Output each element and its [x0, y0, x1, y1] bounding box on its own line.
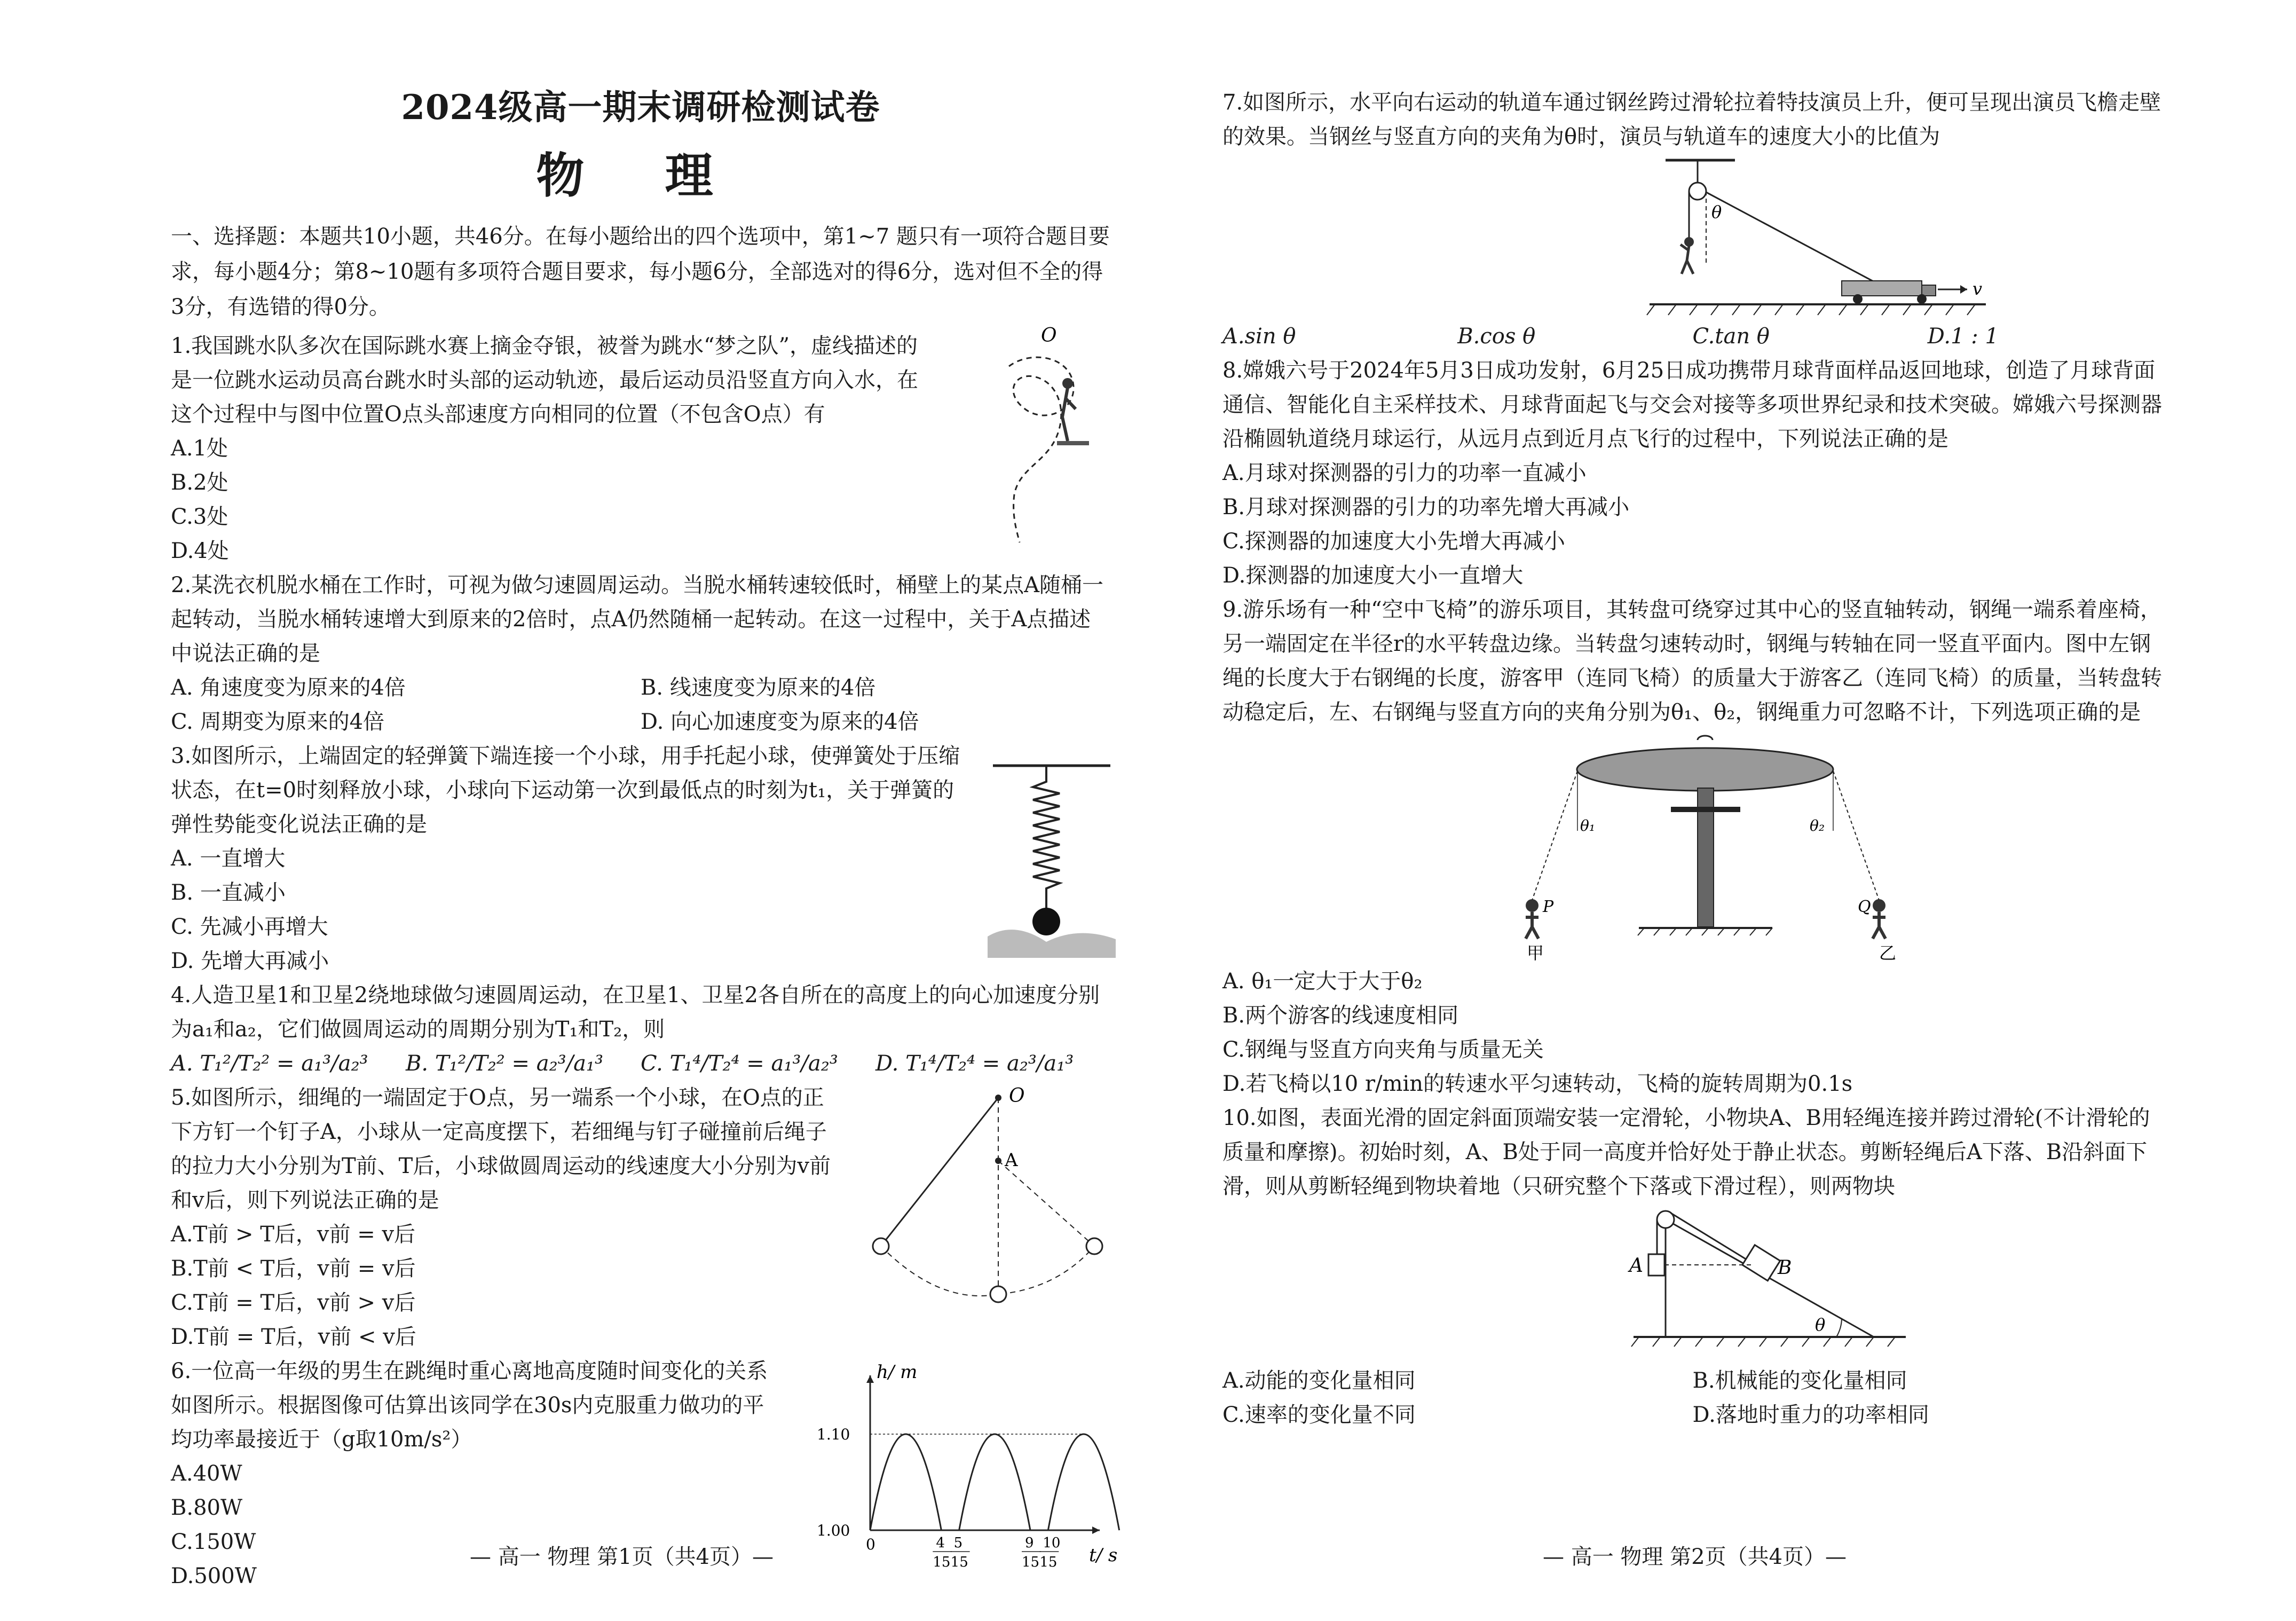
- option-b[interactable]: B.T前 < T后，v前 = v后: [171, 1256, 416, 1281]
- right-page: [1148, 0, 2296, 1621]
- option-d[interactable]: D.1 : 1: [1927, 324, 1999, 349]
- option-d[interactable]: D. 向心加速度变为原来的4倍: [641, 710, 919, 734]
- diver-trajectory-figure: [988, 324, 1126, 548]
- y-tick-label: 1.10: [817, 1426, 850, 1443]
- question-stem: 4.人造卫星1和卫星2绕地球做匀速圆周运动，在卫星1、卫星2各自所在的高度上的向心加速度分别为a₁和a₂，它们做圆周运动的周期分别为T₁和T₂，则: [171, 983, 1100, 1042]
- question-stem: 7.如图所示，水平向右运动的轨道车通过钢丝跨过滑轮拉着特技演员上升，便可呈现出演员飞檐走壁的效果。当钢丝与竖直方向的夹角为θ时，演员与轨道车的速度大小的比值为: [1222, 90, 2161, 149]
- option-a[interactable]: A.动能的变化量相同: [1222, 1368, 1416, 1393]
- option-d[interactable]: D.T前 = T后，v前 < v后: [171, 1325, 416, 1349]
- block-a-label: A: [1629, 1255, 1643, 1277]
- ball-bottom: [990, 1286, 1006, 1302]
- option-list: [171, 1217, 843, 1354]
- x-tick-denominator: 15: [1039, 1554, 1058, 1570]
- height-time-chart: [811, 1354, 1118, 1570]
- pulley-truck-figure: [1618, 154, 1991, 319]
- option-list: [1222, 319, 2163, 353]
- rope-line: [881, 1098, 998, 1246]
- option-d[interactable]: D. 先增大再减小: [171, 949, 329, 973]
- question-9: [1222, 593, 2163, 1101]
- rotation-arrow-icon: [1698, 736, 1713, 740]
- x-tick-denominator: 15: [933, 1554, 951, 1570]
- question-stem: 8.嫦娥六号于2024年5月3日成功发射，6月25日成功携带月球背面样品返回地球，创造了月球背面通信、智能化自主采样技术、月球背面起飞与交会对接等多项世界纪录和技术突破。嫦娥六号探测器沿椭圆轨道绕月球运行，从远月点到近月点飞行的过程中，下列说法正确的是: [1222, 358, 2162, 451]
- option-list: [1222, 456, 2163, 593]
- truck-body: [1842, 281, 1922, 296]
- option-c[interactable]: C.探测器的加速度大小先增大再减小: [1222, 529, 1565, 554]
- ground-hatch: [1638, 928, 1772, 935]
- rider-yi-icon: [1873, 899, 1885, 939]
- option-b[interactable]: B.80W: [171, 1496, 243, 1520]
- question-stem: 6.一位高一年级的男生在跳绳时重心离地高度随时间变化的关系如图所示。根据图像可估算出该同学在30s内克服重力做功的平均功率最接近于（g取10m/s²）: [171, 1359, 768, 1452]
- spring-icon: [1033, 766, 1060, 910]
- wheel-icon: [1853, 294, 1863, 304]
- incline-figure: [1618, 1203, 1916, 1364]
- point-p-label: P: [1543, 898, 1554, 916]
- option-b[interactable]: B.2处: [171, 470, 228, 495]
- y-axis-label: h/ m: [877, 1362, 918, 1383]
- theta1-label: θ₁: [1580, 817, 1596, 835]
- x-axis-label: t/ s: [1089, 1545, 1118, 1566]
- theta2-label: θ₂: [1810, 817, 1825, 835]
- question-stem: 9.游乐场有一种“空中飞椅”的游乐项目，其转盘可绕穿过其中心的竖直轴转动，钢绳一端系着座椅，另一端固定在半径r的水平转盘边缘。当转盘匀速转动时，钢绳与转轴在同一竖直平面内。图中左钢绳的长度大于右钢绳的长度，游客甲（连同飞椅）的质量大于游客乙（连同飞椅）的质量，当转盘转动稳定后，左、右钢绳与竖直方向的夹角分别为θ₁、θ₂，钢绳重力可忽略不计，下列选项正确的是: [1222, 597, 2162, 725]
- option-a[interactable]: A.sin θ: [1222, 324, 1296, 349]
- question-2: [171, 568, 1110, 739]
- label-yi: 乙: [1879, 943, 1897, 963]
- x-tick-numerator: 4: [936, 1535, 945, 1551]
- option-d[interactable]: D.若飞椅以10 r/min的转速水平匀速转动，飞椅的旋转周期为0.1s: [1222, 1072, 1853, 1096]
- spring-ball-figure: [982, 760, 1121, 958]
- option-d[interactable]: D.500W: [171, 1564, 257, 1588]
- option-c[interactable]: C.T前 = T后，v前 > v后: [171, 1290, 416, 1315]
- option-list: [171, 671, 1110, 739]
- velocity-label: v: [1972, 279, 1983, 299]
- ball-right: [1086, 1238, 1102, 1254]
- ground-hatch: [1631, 1337, 1895, 1347]
- ball-icon: [1032, 908, 1060, 935]
- question-3: [171, 739, 1110, 978]
- x-tick-denominator: 15: [1022, 1554, 1040, 1570]
- block-b: [1742, 1245, 1780, 1281]
- question-7: [1222, 85, 2163, 353]
- option-c[interactable]: C.速率的变化量不同: [1222, 1403, 1416, 1427]
- question-stem: 5.如图所示，细绳的一端固定于O点，另一端系一个小球，在O点的正下方钉一个钉子A，小球从一定高度摆下，若细绳与钉子碰撞前后绳子的拉力大小分别为T前、T后，小球做圆周运动的线速度大小分别为v前和v后，则下列说法正确的是: [171, 1085, 831, 1213]
- question-stem: 1.我国跳水队多次在国际跳水赛上摘金夺银，被誉为跳水“梦之队”，虚线描述的是一位跳水运动员高台跳水时头部的运动轨迹，最后运动员沿竖直方向入水，在这个过程中与图中位置O点头部速度方向相同的位置（不包含O点）有: [171, 334, 918, 427]
- option-b[interactable]: B.机械能的变化量相同: [1692, 1368, 1907, 1393]
- question-4: [171, 978, 1110, 1081]
- option-d[interactable]: D. T₁⁴/T₂⁴ = a₂³/a₁³: [875, 1051, 1074, 1076]
- option-b[interactable]: B. 一直减小: [171, 880, 286, 905]
- y-tick-label: 1.00: [817, 1522, 850, 1539]
- x-tick-numerator: 5: [953, 1535, 963, 1551]
- label-jia: 甲: [1527, 943, 1544, 963]
- option-list: [171, 1046, 1110, 1081]
- option-c[interactable]: C. 先减小再增大: [171, 915, 328, 939]
- option-a[interactable]: A.1处: [171, 436, 228, 461]
- point-a-label: A: [1005, 1150, 1018, 1171]
- question-10: [1222, 1101, 2163, 1432]
- option-list: [171, 431, 934, 568]
- left-rope: [1532, 771, 1577, 900]
- point-q-label: Q: [1858, 898, 1871, 916]
- x-tick-numerator: 9: [1025, 1535, 1034, 1551]
- option-b[interactable]: B.cos θ: [1457, 324, 1536, 349]
- question-stem: 3.如图所示，上端固定的轻弹簧下端连接一个小球，用手托起小球，使弹簧处于压缩状态，在t=0时刻释放小球，小球向下运动第一次到最低点的时刻为t₁，关于弹簧的弹性势能变化说法正确的是: [171, 744, 960, 837]
- exam-title: 2024级高一期末调研检测试卷: [401, 88, 880, 128]
- option-a[interactable]: A. 一直增大: [171, 846, 286, 871]
- pendulum-figure: [859, 1086, 1116, 1310]
- x-axis-arrow: [1092, 1526, 1100, 1534]
- arrow-head-icon: [1960, 285, 1967, 294]
- diver-icon: [1057, 378, 1089, 445]
- option-a[interactable]: A.T前 > T后，v前 = v后: [171, 1222, 416, 1247]
- option-b[interactable]: B.两个游客的线速度相同: [1222, 1003, 1459, 1028]
- option-c[interactable]: C.3处: [171, 505, 228, 529]
- option-c[interactable]: C.钢绳与竖直方向夹角与质量无关: [1222, 1037, 1544, 1062]
- rope-b: [1671, 1213, 1751, 1262]
- option-a[interactable]: A. θ₁一定大于大于θ₂: [1222, 969, 1423, 994]
- y-axis-arrow: [866, 1375, 874, 1383]
- exam-subject: 物 理: [536, 147, 745, 204]
- option-b[interactable]: B.月球对探测器的引力的功率先增大再减小: [1222, 495, 1630, 520]
- question-8: [1222, 353, 2163, 593]
- option-a[interactable]: A. 角速度变为原来的4倍: [171, 675, 406, 700]
- option-c[interactable]: C.tan θ: [1692, 324, 1770, 349]
- wheel-icon: [1917, 294, 1927, 304]
- block-b-label: B: [1778, 1257, 1792, 1279]
- point-o-label: O: [1009, 1085, 1025, 1107]
- ball-left: [873, 1238, 889, 1254]
- question-5: [171, 1081, 1110, 1354]
- page-footer: — 高一 物理 第2页（共4页）—: [1543, 1545, 1847, 1569]
- series-arch: [1048, 1434, 1119, 1530]
- option-a[interactable]: A.月球对探测器的引力的功率一直减小: [1222, 461, 1587, 485]
- right-rope: [1833, 771, 1879, 900]
- option-b[interactable]: B. T₁²/T₂² = a₂³/a₁³: [406, 1051, 604, 1076]
- flying-chair-figure: [1511, 729, 1916, 964]
- option-list: [171, 1457, 779, 1593]
- series-arch: [870, 1434, 941, 1530]
- truck-cab: [1922, 285, 1936, 296]
- question-stem: 10.如图，表面光滑的固定斜面顶端安装一定滑轮，小物块A、B用轻绳连接并跨过滑轮(不计滑轮的质量和摩擦)。初始时刻，A、B处于同一高度并恰好处于静止状态。剪断轻绳后A下落、B沿斜面下滑，则从剪断轻绳到物块着地（只研究整个下落或下滑过程），则两物块: [1222, 1106, 2150, 1199]
- arc-path: [881, 1246, 1094, 1296]
- option-c[interactable]: C. T₁⁴/T₂⁴ = a₁³/a₂³: [641, 1051, 838, 1076]
- wire-to-truck: [1706, 192, 1884, 287]
- block-a: [1648, 1254, 1664, 1276]
- option-c[interactable]: C. 周期变为原来的4倍: [171, 710, 385, 734]
- option-b[interactable]: B. 线速度变为原来的4倍: [641, 675, 876, 700]
- option-d[interactable]: D.落地时重力的功率相同: [1692, 1403, 1929, 1427]
- series-arch: [959, 1434, 1030, 1530]
- rider-jia-icon: [1526, 899, 1538, 939]
- turntable: [1577, 748, 1833, 791]
- section-heading: 一、选择题：本题共10小题，共46分。在每小题给出的四个选项中，第1~7 题只有一项符合题目要求，每小题4分；第8~10题有多项符合题目要求，每小题6分，全部选对的得6分，选对但不全的得3分，有选错的得0分。: [171, 224, 1110, 319]
- angle-arc: [1836, 1318, 1842, 1337]
- option-list: [1222, 964, 2163, 1101]
- option-c[interactable]: C.150W: [171, 1530, 256, 1554]
- option-a[interactable]: A.40W: [171, 1461, 242, 1486]
- ground-hatch: [1647, 304, 1975, 315]
- option-d[interactable]: D.4处: [171, 539, 229, 563]
- question-stem: 2.某洗衣机脱水桶在工作时，可视为做匀速圆周运动。当脱水桶转速较低时，桶壁上的某点A随桶一起转动，当脱水桶转速增大到原来的2倍时，点A仍然随桶一起转动。在这一过程中，关于A点描述中说法正确的是: [171, 573, 1104, 666]
- theta-label: θ: [1815, 1315, 1826, 1335]
- page-footer: — 高一 物理 第1页（共4页）—: [470, 1545, 774, 1569]
- performer-icon: [1680, 237, 1694, 274]
- pulley-icon: [1689, 183, 1706, 200]
- rope-dashed-line: [998, 1161, 1094, 1246]
- theta-label: θ: [1711, 202, 1722, 222]
- point-o-label: O: [1041, 325, 1057, 347]
- option-list: [1222, 1364, 2163, 1432]
- question-1: [171, 325, 1110, 568]
- option-list: [171, 841, 961, 978]
- x-tick-numerator: 10: [1043, 1535, 1061, 1551]
- x-tick-denominator: 15: [950, 1554, 968, 1570]
- option-d[interactable]: D.探测器的加速度大小一直增大: [1222, 563, 1524, 588]
- x-tick-label: 0: [866, 1536, 875, 1553]
- option-a[interactable]: A. T₁²/T₂² = a₁³/a₂³: [171, 1051, 368, 1076]
